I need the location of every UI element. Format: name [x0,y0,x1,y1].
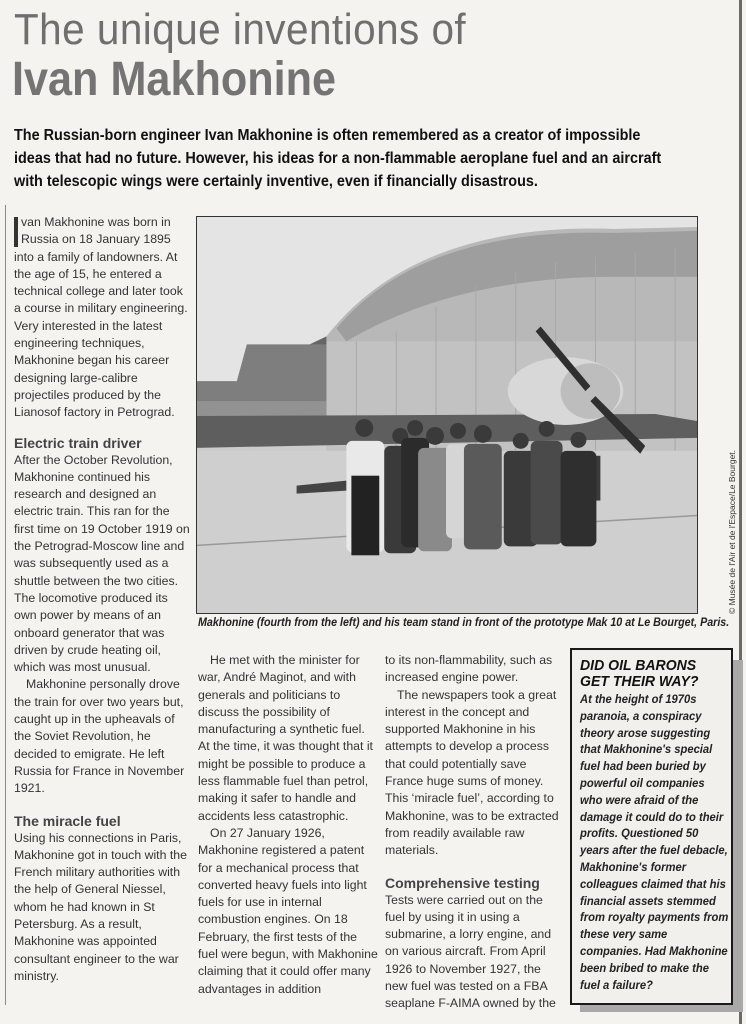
photo-mak10-team [196,216,698,614]
column-rule-left [5,205,6,1005]
callout-body: At the height of 1970s paranoia, a conspiracy theory arose suggesting that Makhonine's special fuel had been buried by powerful oil companies who were afraid of the damage it could do to their profits. Questioned 50 years after the fuel debacle, Makhonine's former colleagues claimed that his financial assets stemmed from royalty payments from these very same companies. Had Makhonine been bribed to make the fuel a failure? [580,692,729,992]
paragraph: to its non-flammability, such as increased engine power. [385,653,553,685]
intro-text: van Makhonine was born in Russia on 18 January 1895 into a family of landowners. At the age of 15, he entered a technical college and later took a course in military engineering. Very interested in the latest engineering techniques, Makhonine began his career designing large-calibre projectiles produced by the Lianosof factory in Petrograd. [14,215,188,420]
photo-credit: © Musée de l'Air et de l'Espace/Le Bourget. [727,449,737,614]
standfirst: The Russian-born engineer Ivan Makhonine is often remembered as a creator of impossible ideas that had no future. However, his ideas for a non-flammable aeroplane fuel and an aircraft with telescopic wings were certainly inventive, even if financially disastrous. [14,127,662,190]
paragraph: He met with the minister for war, André Maginot, and with generals and politicians to discuss the possibility of manufacturing a synthetic fuel. At the time, it was thought that it might be possible to produce a less flammable fuel than petrol, making it safer to handle and accidents less catastrophic. [198,653,373,823]
intro-paragraph [14,214,190,422]
photo-illustration [197,217,697,613]
paragraph: After the October Revolution, Makhonine continued his research and designed an electric train. This ran for the first time on 19 October 1919 on the Petrograd-Moscow line and was subsequently used as a shuttle between the two cities. The locomotive produced its own power by means of an onboard generator that was driven by crude heating oil, which was most unusual. [14,452,190,675]
paragraph: The newspapers took a great interest in the concept and supported Makhonine in his attempts to develop a process that could potentially save France huge sums of money. This ‘miracle fuel’, according to Makhonine, was to be extracted from readily available raw materials. [385,687,559,858]
photo-caption: Makhonine (fourth from the left) and his team stand in front of the prototype Mak 10 at Le Bourget, Paris. [198,617,730,629]
paragraph: Tests were carried out on the fuel by using it in using a submarine, a lorry engine, and on various aircraft. From April 1926 to November 1927, the new fuel was tested on a FBA seaplane F-AIMA owned by the [385,892,556,1011]
subheading-comprehensive-testing: Comprehensive testing [385,874,540,891]
paragraph: Makhonine personally drove the train for over two years but, caught up in the upheavals of the Soviet Revolution, he decided to emigrate. He left Russia for France in November 1921. [14,677,185,796]
column-3 [385,652,563,1013]
subheading-miracle-fuel: The miracle fuel [14,812,121,829]
callout-title: DID OIL BARONS GET THEIR WAY? [580,658,699,690]
headline-line2: Ivan Makhonine [12,53,337,106]
dropcap-bar [14,217,18,247]
paragraph: On 27 January 1926, Makhonine registered a patent for a mechanical process that converted heavy fuels into light fuels for use in internal combustion engines. On 18 February, the first tests of the fuel were begun, with Makhonine claiming that it could offer many advantages in addition [198,825,378,996]
paragraph: Using his connections in Paris, Makhonine got in touch with the French military authorities with the help of General Niessel, whom he had known in St Petersburg. As a result, Makhonine was appointed consultant engineer to the war ministry. [14,830,187,983]
column-1 [14,214,190,985]
subheading-electric-train: Electric train driver [14,434,142,451]
headline-line1: The unique inventions of [14,5,467,54]
callout-box [570,648,733,1005]
column-2 [198,652,378,998]
